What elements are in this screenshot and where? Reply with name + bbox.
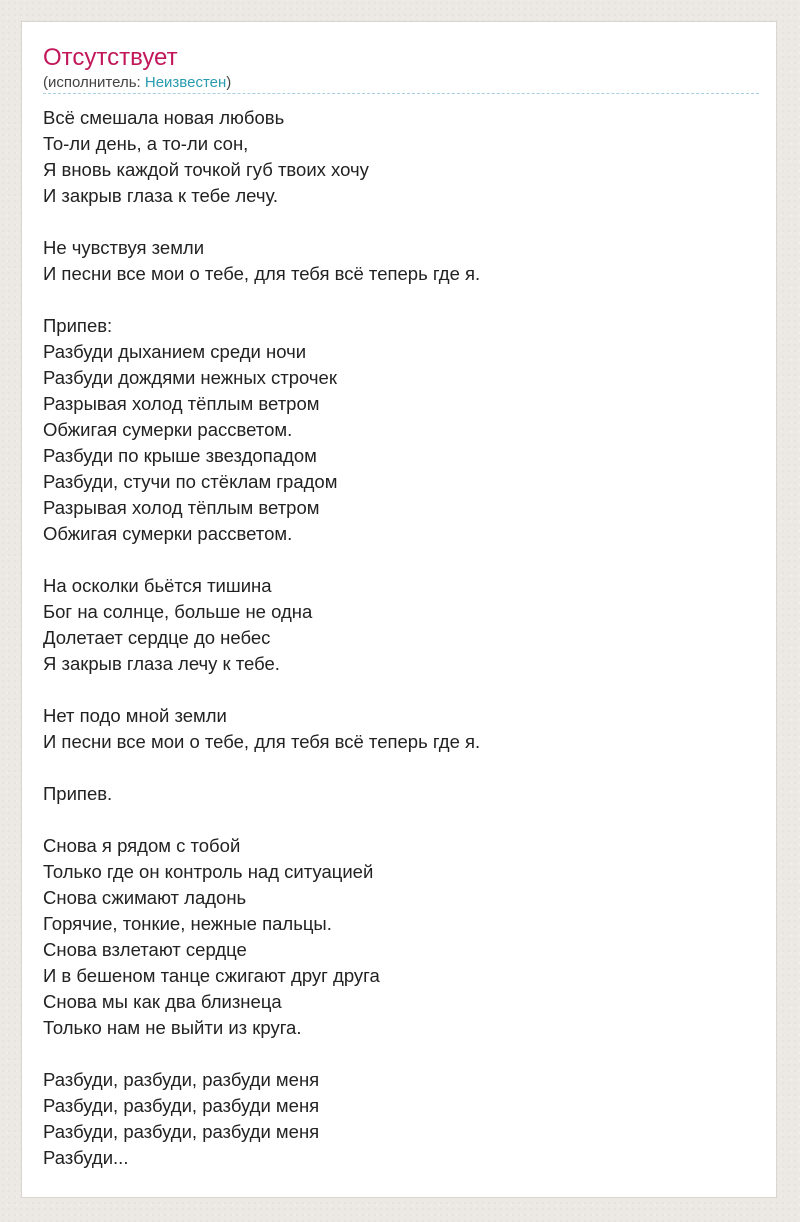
lyric-line: И песни все мои о тебе, для тебя всё теперь где я. — [43, 731, 481, 752]
lyric-line: Снова я рядом с тобой — [43, 835, 241, 856]
lyric-line: Долетает сердце до небес — [43, 627, 271, 648]
lyric-line: Обжигая сумерки рассветом. — [43, 523, 293, 544]
lyric-line: Только где он контроль над ситуацией — [43, 861, 374, 882]
lyrics-stanza — [43, 1067, 759, 1171]
lyrics-stanza — [43, 833, 759, 1041]
performer-suffix: ) — [226, 74, 232, 91]
lyric-line: Бог на солнце, больше не одна — [43, 601, 313, 622]
lyrics-stanza — [43, 105, 759, 209]
performer-link[interactable]: Неизвестен — [144, 74, 227, 91]
performer-prefix: (исполнитель: — [43, 74, 145, 91]
lyric-line: Нет подо мной земли — [43, 705, 227, 726]
lyric-line: Разбуди, стучи по стёклам градом — [43, 471, 338, 492]
lyric-line: Разрывая холод тёплым ветром — [43, 497, 320, 518]
dashed-divider — [43, 93, 759, 94]
lyric-line: Я вновь каждой точкой губ твоих хочу — [43, 159, 369, 180]
performer-line — [43, 74, 231, 92]
lyric-line: Горячие, тонкие, нежные пальцы. — [43, 913, 332, 934]
lyric-line: Разрывая холод тёплым ветром — [43, 393, 320, 414]
lyric-line: И закрыв глаза к тебе лечу. — [43, 185, 279, 206]
lyric-line: Снова сжимают ладонь — [43, 887, 247, 908]
lyrics-stanza — [43, 703, 759, 755]
song-title: Отсутствует — [43, 44, 178, 71]
lyrics-stanza — [43, 235, 759, 287]
lyric-line: Снова взлетают сердце — [43, 939, 247, 960]
lyric-line: И песни все мои о тебе, для тебя всё теперь где я. — [43, 263, 481, 284]
lyric-line: Только нам не выйти из круга. — [43, 1017, 302, 1038]
lyric-line: Не чувствуя земли — [43, 237, 205, 258]
lyric-line: И в бешеном танце сжигают друг друга — [43, 965, 380, 986]
lyric-line: На осколки бьётся тишина — [43, 575, 272, 596]
lyric-line: Припев. — [43, 783, 113, 804]
lyric-line: Разбуди, разбуди, разбуди меня — [43, 1121, 320, 1142]
lyric-line: Я закрыв глаза лечу к тебе. — [43, 653, 280, 674]
lyric-line: Всё смешала новая любовь — [43, 107, 285, 128]
lyrics-text — [43, 105, 759, 1171]
lyric-line: Припев: — [43, 315, 113, 336]
lyric-line: Разбуди, разбуди, разбуди меня — [43, 1095, 320, 1116]
lyric-line: Снова мы как два близнеца — [43, 991, 282, 1012]
lyric-line: То-ли день, а то-ли сон, — [43, 133, 249, 154]
lyric-line: Разбуди дыханием среди ночи — [43, 341, 307, 362]
lyric-line: Обжигая сумерки рассветом. — [43, 419, 293, 440]
lyric-line: Разбуди дождями нежных строчек — [43, 367, 337, 388]
lyric-line: Разбуди, разбуди, разбуди меня — [43, 1069, 320, 1090]
lyrics-stanza — [43, 313, 759, 547]
lyrics-stanza — [43, 573, 759, 677]
lyric-line: Разбуди по крыше звездопадом — [43, 445, 317, 466]
lyrics-card — [21, 21, 777, 1198]
lyrics-stanza — [43, 781, 759, 807]
lyric-line: Разбуди... — [43, 1147, 129, 1168]
